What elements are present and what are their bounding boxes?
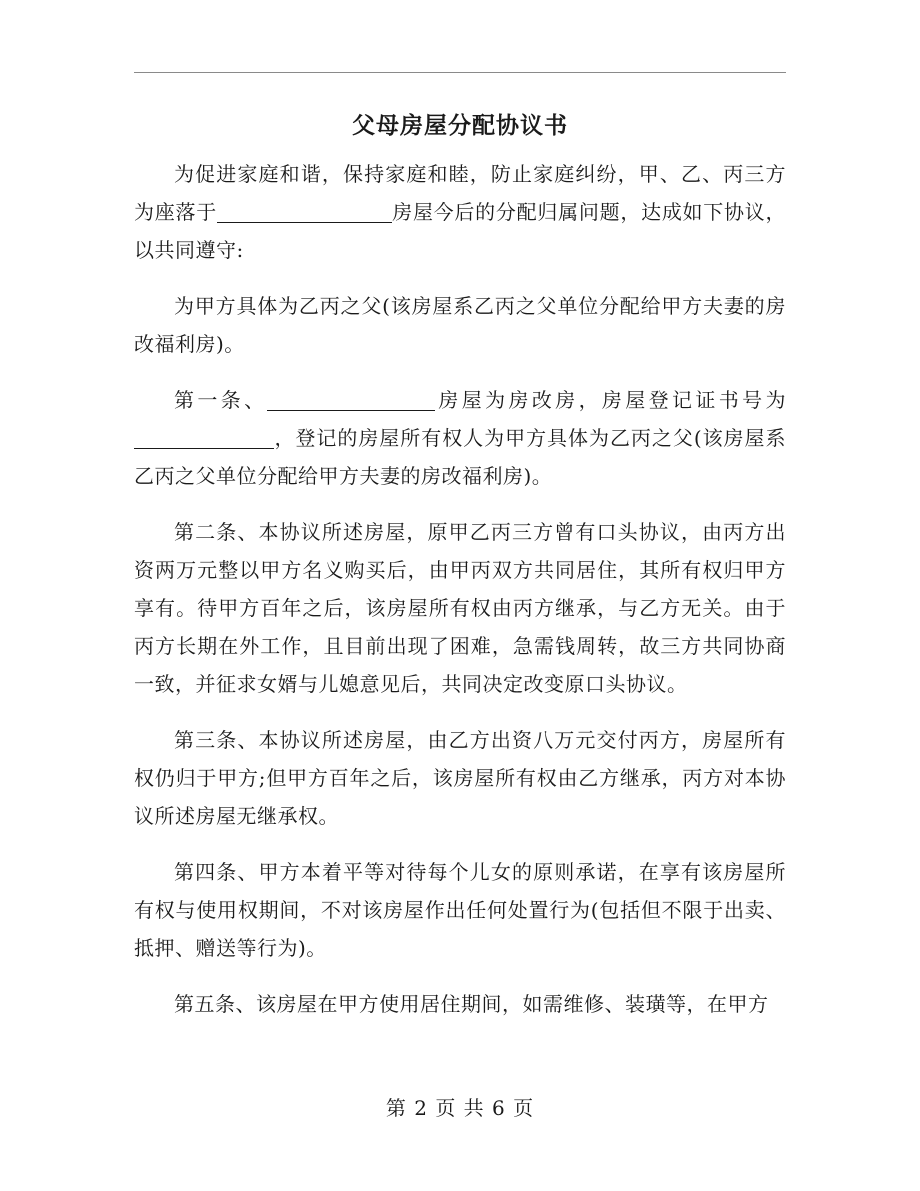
article-5-paragraph: 第五条、该房屋在甲方使用居住期间，如需维修、装璜等，在甲方 xyxy=(174,992,769,1016)
intro-text-1: 为促进家庭和谐，保持家庭和睦，防止家庭纠纷，甲、乙、丙三方为座落于 xyxy=(134,162,786,224)
article-1-text-1: 房屋为房改房，房屋登记证书号为 xyxy=(435,388,787,412)
location-blank-field xyxy=(217,198,392,223)
document-title: 父母房屋分配协议书 xyxy=(352,112,568,139)
article-1-paragraph xyxy=(134,381,786,495)
article-4-paragraph: 第四条、甲方本着平等对待每个儿女的原则承诺，在享有该房屋所有权与使用权期间，不对该房屋作出任何处置行为(包括但不限于出卖、抵押、赠送等行为)。 xyxy=(134,860,786,960)
article-1-heading: 第一条、 xyxy=(174,388,268,412)
house-address-blank-field xyxy=(267,386,435,411)
page-number-footer: 第 2 页 共 6 页 xyxy=(385,1096,535,1120)
intro-paragraph xyxy=(134,155,786,269)
certificate-number-blank-field xyxy=(134,424,274,449)
article-2-paragraph: 第二条、本协议所述房屋，原甲乙丙三方曾有口头协议，由丙方出资两万元整以甲方名义购买后，由甲丙双方共同居住，其所有权归甲方享有。待甲方百年之后，该房屋所有权由丙方继承，与乙方无关。由于丙方长期在外工作，且目前出现了困难，急需钱周转，故三方共同协商一致，并征求女婿与儿媳意见后，共同决定改变原口头协议。 xyxy=(134,520,786,696)
note-paragraph: 为甲方具体为乙丙之父(该房屋系乙丙之父单位分配给甲方夫妻的房改福利房)。 xyxy=(134,294,786,356)
article-3-paragraph: 第三条、本协议所述房屋，由乙方出资八万元交付丙方，房屋所有权仍归于甲方;但甲方百年之后，该房屋所有权由乙方继承，丙方对本协议所述房屋无继承权。 xyxy=(134,728,786,828)
intro-text-2: 房屋今后的分配归属问题，达成如下协议，以共同遵守: xyxy=(134,200,787,262)
article-1-text-2: ，登记的房屋所有权人为甲方具体为乙丙之父(该房屋系乙丙之父单位分配给甲方夫妻的房改福利房)。 xyxy=(134,426,786,488)
header-rule xyxy=(134,72,786,73)
document-body xyxy=(134,155,786,1041)
